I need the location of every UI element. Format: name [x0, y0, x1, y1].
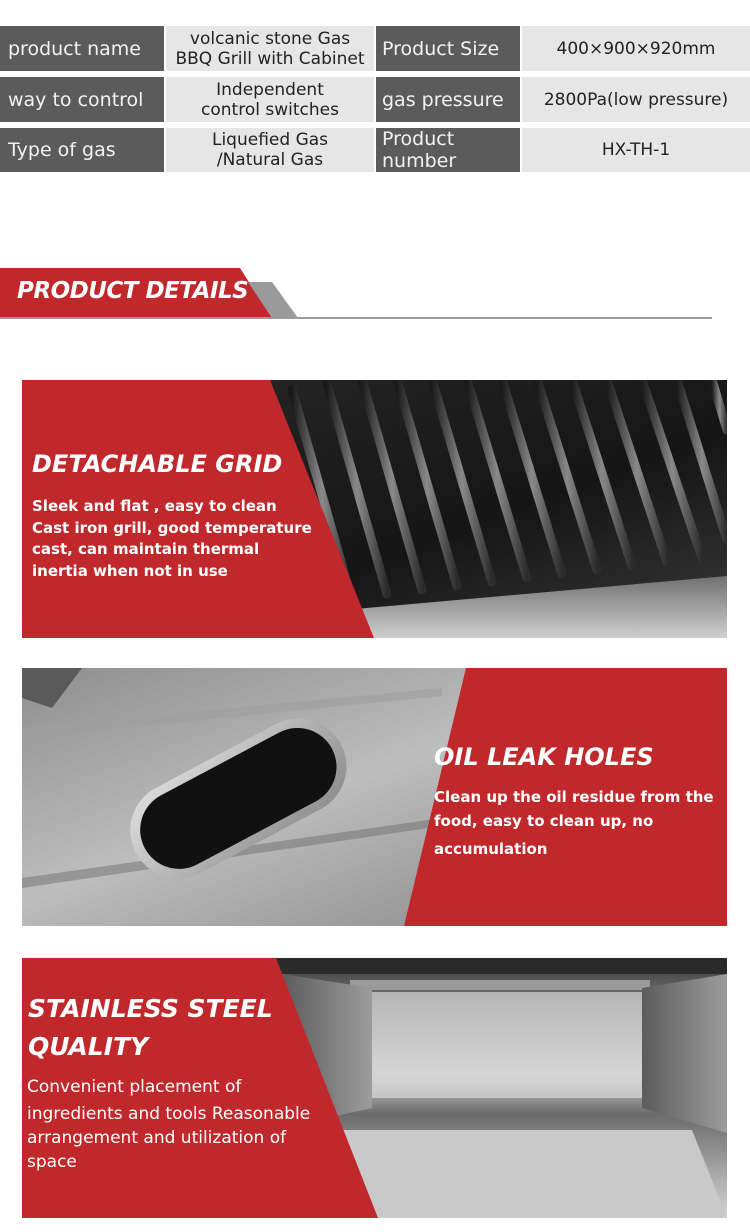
- spec-value-type-of-gas: [166, 128, 374, 172]
- spec-value-gas-pressure: [522, 77, 750, 122]
- spec-label-gas-pressure: [376, 77, 520, 122]
- section-header-title: PRODUCT DETAILS: [17, 278, 249, 304]
- feature-description-line: Cast iron grill, good temperature: [32, 518, 312, 537]
- feature-description-line: Convenient placement of: [27, 1077, 242, 1097]
- spec-label-product-size: [376, 26, 520, 71]
- spec-label-way-to-control: [0, 77, 164, 122]
- spec-row-way-to-control: [0, 77, 750, 122]
- spec-value-line: Independent: [216, 79, 324, 100]
- feature-title-line: STAINLESS STEEL: [28, 994, 273, 1023]
- spec-label-text: Product number: [382, 128, 457, 172]
- feature-description-line: Clean up the oil residue from the: [434, 788, 714, 806]
- feature-title: OIL LEAK HOLES: [434, 743, 654, 771]
- feature-description: [27, 1075, 310, 1174]
- spec-label-text: Product Size: [382, 37, 500, 60]
- feature-description-line: space: [27, 1152, 77, 1172]
- feature-stainless-steel-quality: [22, 958, 727, 1218]
- spec-value-product-size: [522, 26, 750, 71]
- feature-description: [434, 785, 714, 861]
- feature-description-line: inertia when not in use: [32, 561, 228, 580]
- spec-label-text: gas pressure: [382, 88, 504, 111]
- feature-title-line: QUALITY: [28, 1032, 149, 1061]
- spec-label-type-of-gas: [0, 128, 164, 172]
- feature-description-line: cast, can maintain thermal: [32, 540, 260, 558]
- feature-oil-leak-holes: [22, 668, 727, 926]
- spec-label-text: way to control: [8, 88, 144, 111]
- spec-label-product-name: [0, 26, 164, 71]
- feature-detachable-grid: [22, 380, 727, 638]
- spec-value-line: /Natural Gas: [216, 150, 324, 170]
- spec-value-line: volcanic stone Gas: [189, 28, 351, 49]
- spec-value-line: control switches: [201, 99, 339, 120]
- spec-value-line: Liquefied Gas: [211, 130, 329, 150]
- spec-label-text: product name: [8, 37, 141, 60]
- feature-description-line: food, easy to clean up, no: [434, 812, 654, 830]
- spec-label-text: Type of gas: [8, 139, 116, 161]
- feature-title: DETACHABLE GRID: [32, 450, 283, 478]
- feature-description-line: ingredients and tools Reasonable: [27, 1104, 311, 1124]
- feature-title: [28, 990, 273, 1066]
- spec-value-way-to-control: [166, 77, 374, 122]
- spec-row-product-name: [0, 26, 750, 71]
- feature-description: [32, 496, 312, 582]
- section-header-divider: [0, 317, 712, 319]
- spec-value-text: 2800Pa(low pressure): [543, 89, 729, 110]
- feature-description-line: Sleek and flat , easy to clean: [32, 497, 277, 515]
- spec-row-type-of-gas: [0, 128, 750, 172]
- spec-value-text: 400×900×920mm: [556, 38, 716, 59]
- spec-value-text: HX-TH-1: [601, 140, 671, 160]
- spec-value-product-number: [522, 128, 750, 172]
- spec-label-product-number: [376, 128, 520, 172]
- spec-value-line: BBQ Grill with Cabinet: [175, 48, 365, 69]
- spec-value-product-name: [166, 26, 374, 71]
- feature-description-line: arrangement and utilization of: [27, 1128, 287, 1148]
- feature-description-line: accumulation: [434, 840, 548, 858]
